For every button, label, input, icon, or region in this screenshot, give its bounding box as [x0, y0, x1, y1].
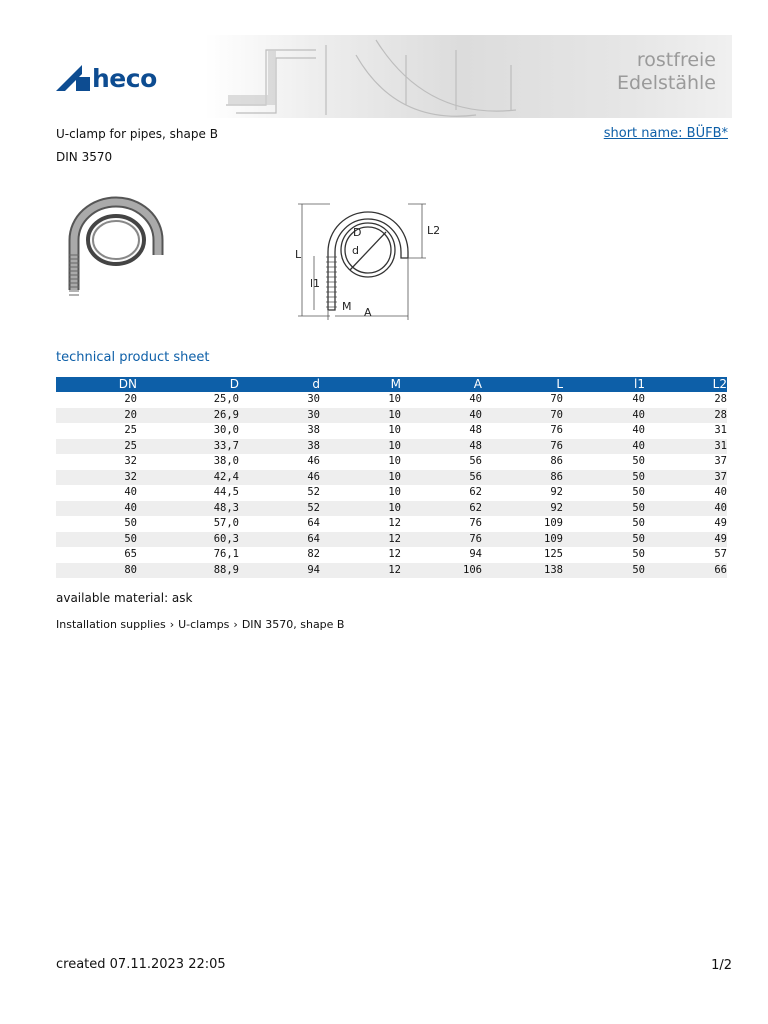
- drawing-label-L2: L2: [427, 224, 441, 237]
- table-cell: 10: [320, 408, 401, 424]
- brand-logo[interactable]: [56, 63, 157, 93]
- header-banner: [56, 35, 732, 118]
- technical-product-sheet-link[interactable]: technical product sheet: [56, 350, 210, 365]
- column-header-d: d: [239, 377, 320, 392]
- available-material: available material: ask: [56, 591, 193, 605]
- table-cell: 31: [645, 439, 727, 455]
- table-cell: 46: [307, 455, 320, 467]
- table-cell: 25: [56, 439, 137, 455]
- table-cell: 76: [482, 439, 563, 455]
- table-cell: 76: [469, 517, 482, 529]
- table-cell: 62: [469, 486, 482, 498]
- table-row: [56, 501, 727, 517]
- tagline-line-2: Edelstähle: [616, 72, 716, 94]
- short-name-link[interactable]: short name: BÜFB*: [603, 126, 728, 141]
- column-header-dn: DN: [56, 377, 137, 392]
- column-header-l1: l1: [563, 377, 645, 392]
- dimension-drawing: [290, 192, 450, 322]
- table-header-row: [56, 377, 727, 392]
- column-header-A: A: [401, 377, 482, 392]
- table-cell: 92: [550, 486, 563, 498]
- table-cell: 38: [307, 424, 320, 436]
- table-cell: 106: [401, 563, 482, 579]
- table-cell: 64: [239, 532, 320, 548]
- table-cell: 40: [645, 501, 727, 517]
- spec-table: [56, 377, 727, 578]
- product-standard: DIN 3570: [56, 150, 113, 164]
- table-cell: 38: [239, 439, 320, 455]
- table-cell: 50: [124, 517, 137, 529]
- table-cell: 86: [482, 470, 563, 486]
- drawing-label-L: L: [295, 248, 302, 261]
- table-cell: 31: [714, 424, 727, 436]
- drawing-label-l1: l1: [310, 277, 321, 290]
- created-timestamp: created 07.11.2023 22:05: [56, 957, 226, 972]
- table-row: [56, 439, 727, 455]
- table-cell: 44,5: [213, 486, 239, 498]
- table-cell: 25,0: [213, 393, 239, 405]
- breadcrumb-separator: ›: [233, 618, 238, 631]
- table-row: [56, 392, 727, 408]
- table-cell: 30: [307, 393, 320, 405]
- table-row: [56, 454, 727, 470]
- table-cell: 12: [388, 548, 401, 560]
- breadcrumb-separator: ›: [169, 618, 175, 631]
- table-cell: 50: [563, 470, 645, 486]
- table-cell: 50: [632, 517, 645, 529]
- table-cell: 26,9: [137, 408, 239, 424]
- table-cell: 28: [645, 408, 727, 424]
- breadcrumb: [56, 618, 344, 631]
- table-cell: 76,1: [213, 548, 239, 560]
- table-cell: 92: [482, 501, 563, 517]
- table-cell: 57: [714, 548, 727, 560]
- table-cell: 50: [563, 501, 645, 517]
- table-cell: 76: [550, 424, 563, 436]
- table-cell: 37: [645, 470, 727, 486]
- table-cell: 40: [632, 393, 645, 405]
- column-header-D: D: [137, 377, 239, 392]
- table-cell: 25: [124, 424, 137, 436]
- table-cell: 42,4: [137, 470, 239, 486]
- banner-technical-drawing: [206, 35, 626, 118]
- table-row: [56, 408, 727, 424]
- table-cell: 10: [388, 424, 401, 436]
- table-cell: 109: [482, 532, 563, 548]
- table-cell: 40: [563, 408, 645, 424]
- table-cell: 65: [124, 548, 137, 560]
- table-cell: 49: [645, 532, 727, 548]
- table-row: [56, 423, 727, 439]
- table-cell: 10: [320, 501, 401, 517]
- table-cell: 125: [544, 548, 563, 560]
- table-cell: 30: [239, 408, 320, 424]
- column-header-L2: L2: [645, 377, 727, 392]
- drawing-label-A: A: [364, 306, 372, 319]
- table-cell: 33,7: [137, 439, 239, 455]
- table-cell: 52: [307, 486, 320, 498]
- table-cell: 46: [239, 470, 320, 486]
- table-cell: 40: [563, 439, 645, 455]
- table-cell: 40: [124, 486, 137, 498]
- table-cell: 20: [56, 408, 137, 424]
- table-cell: 12: [320, 563, 401, 579]
- table-cell: 82: [307, 548, 320, 560]
- table-cell: 48: [401, 439, 482, 455]
- table-cell: 49: [714, 517, 727, 529]
- table-row: [56, 532, 727, 548]
- drawing-label-D: D: [353, 226, 362, 239]
- brand-logo-text: heco: [92, 63, 157, 93]
- column-header-M: M: [320, 377, 401, 392]
- table-cell: 10: [320, 470, 401, 486]
- table-cell: 60,3: [137, 532, 239, 548]
- table-cell: 10: [320, 439, 401, 455]
- table-cell: 38,0: [213, 455, 239, 467]
- table-cell: 50: [632, 548, 645, 560]
- table-cell: 10: [388, 393, 401, 405]
- product-photo: [56, 195, 178, 305]
- brand-tagline: [617, 49, 716, 95]
- table-cell: 10: [388, 455, 401, 467]
- table-row: [56, 470, 727, 486]
- table-cell: 57,0: [213, 517, 239, 529]
- table-cell: 28: [714, 393, 727, 405]
- table-row: [56, 563, 727, 579]
- table-cell: 40: [632, 424, 645, 436]
- table-cell: 50: [632, 455, 645, 467]
- table-cell: 88,9: [137, 563, 239, 579]
- table-cell: 66: [645, 563, 727, 579]
- drawing-label-d: d: [352, 244, 359, 257]
- table-row: [56, 485, 727, 501]
- breadcrumb-item-din-3570-shape-b[interactable]: DIN 3570, shape B: [241, 618, 345, 631]
- table-cell: 12: [388, 517, 401, 529]
- table-row: [56, 547, 727, 563]
- table-cell: 40: [56, 501, 137, 517]
- brand-logo-mark-icon: [56, 65, 90, 91]
- table-cell: 76: [401, 532, 482, 548]
- column-header-L: L: [482, 377, 563, 392]
- table-cell: 37: [714, 455, 727, 467]
- table-cell: 94: [239, 563, 320, 579]
- table-cell: 64: [307, 517, 320, 529]
- table-cell: 50: [56, 532, 137, 548]
- table-cell: 30,0: [213, 424, 239, 436]
- table-cell: 50: [563, 563, 645, 579]
- product-title: U-clamp for pipes, shape B: [56, 127, 218, 141]
- table-cell: 94: [469, 548, 482, 560]
- table-cell: 52: [239, 501, 320, 517]
- breadcrumb-item-installation-supplies[interactable]: Installation supplies: [56, 618, 166, 631]
- table-cell: 56: [401, 470, 482, 486]
- table-cell: 62: [401, 501, 482, 517]
- drawing-label-M: M: [342, 300, 352, 313]
- spec-table-body: [56, 392, 727, 578]
- table-cell: 80: [56, 563, 137, 579]
- table-cell: 32: [56, 470, 137, 486]
- table-cell: 48,3: [137, 501, 239, 517]
- table-row: [56, 516, 727, 532]
- page-number: 1/2: [711, 958, 732, 973]
- table-cell: 86: [550, 455, 563, 467]
- tagline-line-1: rostfreie: [636, 49, 716, 71]
- table-cell: 40: [714, 486, 727, 498]
- table-cell: 70: [482, 408, 563, 424]
- table-cell: 48: [469, 424, 482, 436]
- table-cell: 70: [550, 393, 563, 405]
- table-cell: 20: [124, 393, 137, 405]
- table-cell: 10: [388, 486, 401, 498]
- table-cell: 138: [482, 563, 563, 579]
- table-cell: 109: [544, 517, 563, 529]
- table-cell: 32: [124, 455, 137, 467]
- table-cell: 40: [401, 408, 482, 424]
- table-cell: 56: [469, 455, 482, 467]
- table-cell: 50: [563, 532, 645, 548]
- table-cell: 50: [632, 486, 645, 498]
- breadcrumb-item-u-clamps[interactable]: U-clamps: [178, 618, 230, 631]
- table-cell: 40: [469, 393, 482, 405]
- table-cell: 12: [320, 532, 401, 548]
